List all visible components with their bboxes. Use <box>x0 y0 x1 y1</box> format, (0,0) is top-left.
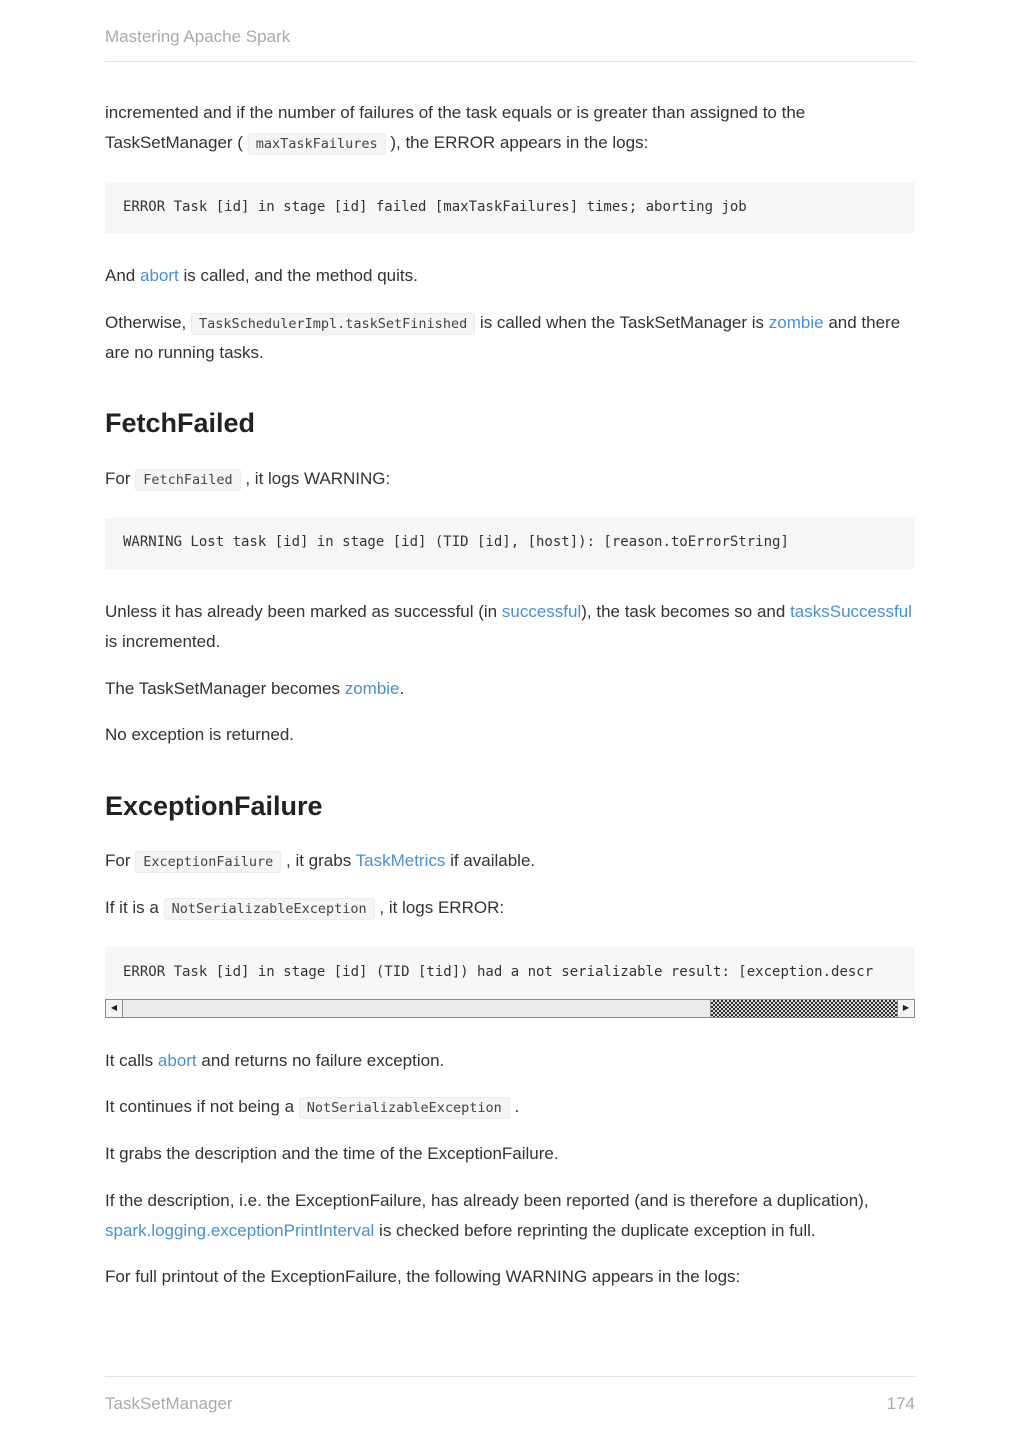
inline-code: TaskSchedulerImpl.taskSetFinished <box>191 313 475 335</box>
text-segment: For <box>105 851 136 871</box>
code-block <box>105 517 915 569</box>
text-segment: Otherwise, <box>105 312 191 332</box>
inline-code: NotSerializableException <box>164 898 375 920</box>
link-successful[interactable]: successful <box>501 602 582 622</box>
text-segment: if available. <box>445 851 536 871</box>
text-segment: ), the ERROR appears in the logs: <box>385 132 649 152</box>
inline-code: FetchFailed <box>135 469 240 491</box>
book-title: Mastering Apache Spark <box>105 27 291 46</box>
code-text: ERROR Task [id] in stage [id] failed [maxTaskFailures] times; aborting job <box>123 198 747 215</box>
text-segment: If it is a <box>105 898 164 918</box>
inline-code: NotSerializableException <box>299 1097 510 1119</box>
text-segment: and there are no running tasks. <box>105 312 901 362</box>
link-taskmetrics[interactable]: TaskMetrics <box>355 851 446 871</box>
text-segment: is called when the TaskSetManager is <box>475 312 769 332</box>
code-block <box>105 947 915 999</box>
paragraph: It grabs the description and the time of the ExceptionFailure. <box>105 1144 559 1164</box>
text-segment: . <box>509 1097 520 1117</box>
text-segment: is incremented. <box>105 631 221 651</box>
paragraph <box>105 261 915 291</box>
paragraph <box>105 597 915 657</box>
book-header <box>105 0 915 62</box>
link-abort[interactable]: abort <box>157 1050 197 1070</box>
text-segment: , it logs ERROR: <box>374 898 505 918</box>
paragraph <box>105 464 915 494</box>
code-block <box>105 182 915 234</box>
paragraph <box>105 1186 915 1246</box>
paragraph <box>105 1046 915 1076</box>
code-text: ERROR Task [id] in stage [id] (TID [tid]) had a not serializable result: [exception.descr <box>123 963 874 980</box>
scroll-left-arrow-icon: ◀ <box>110 1003 118 1013</box>
link-abort[interactable]: abort <box>139 266 179 286</box>
paragraph <box>105 98 915 158</box>
text-segment: And <box>105 266 140 286</box>
text-segment: is checked before reprinting the duplicate exception in full. <box>374 1220 816 1240</box>
paragraph: For full printout of the ExceptionFailure, the following WARNING appears in the logs: <box>105 1267 741 1287</box>
text-segment: , it logs WARNING: <box>240 468 391 488</box>
page-content <box>105 62 915 1292</box>
scroll-right-arrow-icon: ▶ <box>902 1003 910 1013</box>
text-segment: If the description, i.e. the ExceptionFailure, has already been reported (and is therefore a duplication), <box>105 1190 869 1210</box>
link-zombie[interactable]: zombie <box>768 312 824 332</box>
link-zombie[interactable]: zombie <box>344 678 400 698</box>
scrollbar-thumb[interactable] <box>123 1000 711 1017</box>
code-text: WARNING Lost task [id] in stage [id] (TID [id], [host]): [reason.toErrorString] <box>123 534 789 551</box>
text-segment: For <box>105 468 136 488</box>
section-heading-fetchfailed: FetchFailed <box>105 408 256 439</box>
text-segment: It continues if not being a <box>105 1097 299 1117</box>
footer-section-title: TaskSetManager <box>105 1394 233 1413</box>
text-segment: . <box>399 678 405 698</box>
paragraph <box>105 893 915 923</box>
code-block-scrollable <box>105 947 915 1018</box>
text-segment: is called, and the method quits. <box>178 266 418 286</box>
link-tasksSuccessful[interactable]: tasksSuccessful <box>790 602 912 622</box>
scrollbar-track-dither <box>711 1000 897 1017</box>
page-footer <box>105 1376 915 1414</box>
paragraph <box>105 1092 915 1122</box>
text-segment: The TaskSetManager becomes <box>105 678 345 698</box>
text-segment: , it grabs <box>281 851 356 871</box>
scroll-left-button[interactable] <box>106 1000 123 1017</box>
section-heading-exceptionfailure: ExceptionFailure <box>105 791 323 822</box>
footer-page-number: 174 <box>886 1394 915 1413</box>
scroll-right-button[interactable] <box>897 1000 914 1017</box>
text-segment: ), the task becomes so and <box>581 602 791 622</box>
text-segment: and returns no failure exception. <box>196 1050 445 1070</box>
text-segment: It calls <box>105 1050 158 1070</box>
inline-code: ExceptionFailure <box>135 851 281 873</box>
text-segment: incremented and if the number of failures of the task equals or is greater than assigned to the TaskSetManager ( <box>105 103 806 152</box>
text-segment: Unless it has already been marked as successful (in <box>105 602 502 622</box>
scrollbar-track[interactable] <box>123 1000 897 1017</box>
paragraph: No exception is returned. <box>105 725 294 745</box>
inline-code: maxTaskFailures <box>248 133 386 155</box>
paragraph <box>105 674 915 704</box>
link-exceptionprintinterval[interactable]: spark.logging.exceptionPrintInterval <box>105 1220 375 1240</box>
paragraph <box>105 308 915 368</box>
horizontal-scrollbar[interactable] <box>105 999 915 1018</box>
paragraph <box>105 846 915 876</box>
